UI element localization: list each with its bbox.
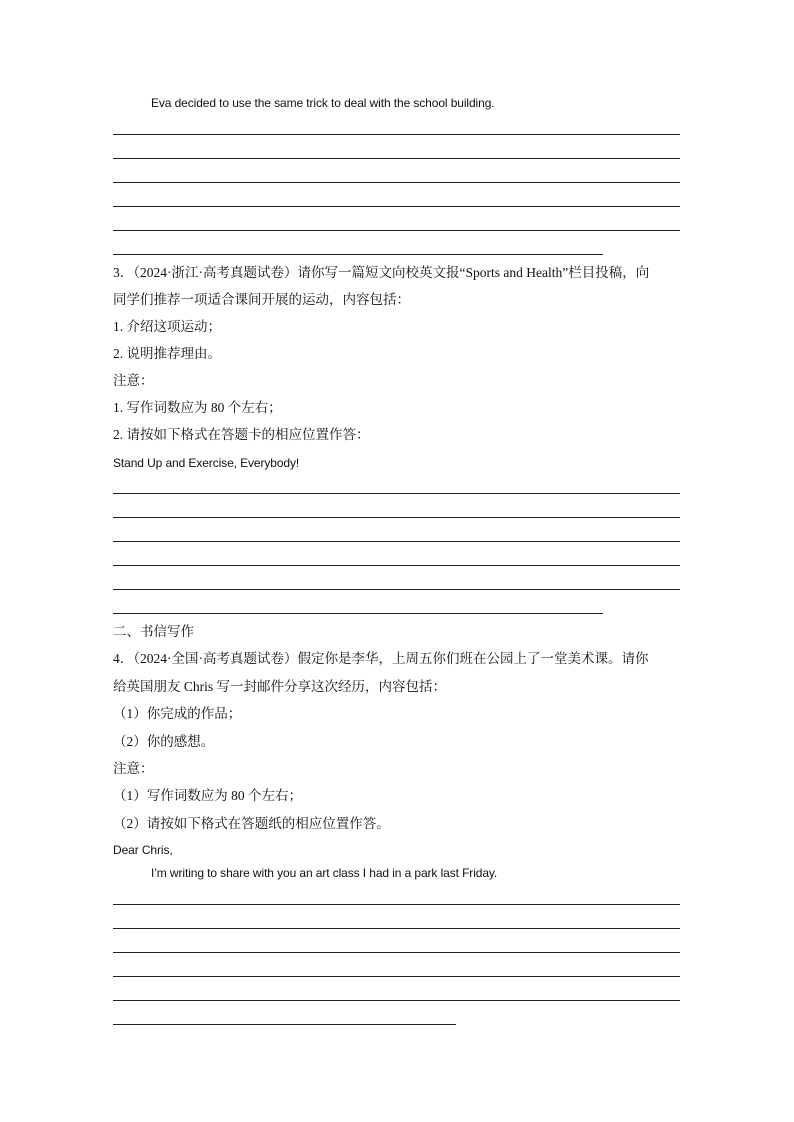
answer-line-short bbox=[113, 613, 603, 614]
answer-line bbox=[113, 158, 680, 159]
lead-sentence: Eva decided to use the same trick to deal with the school building. bbox=[151, 96, 495, 110]
answer-line bbox=[113, 565, 680, 566]
answer-line bbox=[113, 230, 680, 231]
q4-heading: 4．（2024·全国·高考真题试卷）假定你是李华，上周五你们班在公园上了一堂美术课。请你 bbox=[113, 651, 649, 666]
answer-line bbox=[113, 493, 680, 494]
answer-line bbox=[113, 1000, 680, 1001]
q3-item: 2. 说明推荐理由。 bbox=[113, 346, 221, 361]
q3-notice-label: 注意： bbox=[113, 373, 154, 388]
q4-greeting: Dear Chris, bbox=[113, 843, 173, 857]
answer-line bbox=[113, 928, 680, 929]
q4-opening-sentence: I’m writing to share with you an art class I had in a park last Friday. bbox=[151, 866, 498, 880]
answer-line-short bbox=[113, 254, 603, 255]
q4-note: （1）写作词数应为 80 个左右； bbox=[113, 788, 302, 803]
answer-line bbox=[113, 976, 680, 977]
answer-line bbox=[113, 904, 680, 905]
q4-notice-label: 注意： bbox=[113, 761, 154, 776]
answer-line-short bbox=[113, 1024, 456, 1025]
answer-line bbox=[113, 206, 680, 207]
q4-heading-continued: 给英国朋友 Chris 写一封邮件分享这次经历，内容包括： bbox=[113, 679, 447, 694]
q3-heading-continued: 同学们推荐一项适合课间开展的运动，内容包括： bbox=[113, 292, 410, 307]
q4-item: （2）你的感想。 bbox=[113, 734, 215, 749]
q4-note: （2）请按如下格式在答题纸的相应位置作答。 bbox=[113, 816, 390, 831]
answer-line bbox=[113, 517, 680, 518]
q3-essay-title: Stand Up and Exercise, Everybody! bbox=[113, 456, 300, 470]
answer-line bbox=[113, 589, 680, 590]
answer-line bbox=[113, 952, 680, 953]
answer-line bbox=[113, 541, 680, 542]
q3-note: 2. 请按如下格式在答题卡的相应位置作答： bbox=[113, 427, 370, 442]
answer-line bbox=[113, 134, 680, 135]
q3-item: 1. 介绍这项运动； bbox=[113, 319, 221, 334]
section2-title: 二、书信写作 bbox=[113, 624, 194, 639]
q4-item: （1）你完成的作品； bbox=[113, 706, 242, 721]
q3-note: 1. 写作词数应为 80 个左右； bbox=[113, 400, 282, 415]
q3-heading: 3．（2024·浙江·高考真题试卷）请你写一篇短文向校英文报“Sports and Health”栏目投稿，向 bbox=[113, 265, 650, 280]
answer-line bbox=[113, 182, 680, 183]
